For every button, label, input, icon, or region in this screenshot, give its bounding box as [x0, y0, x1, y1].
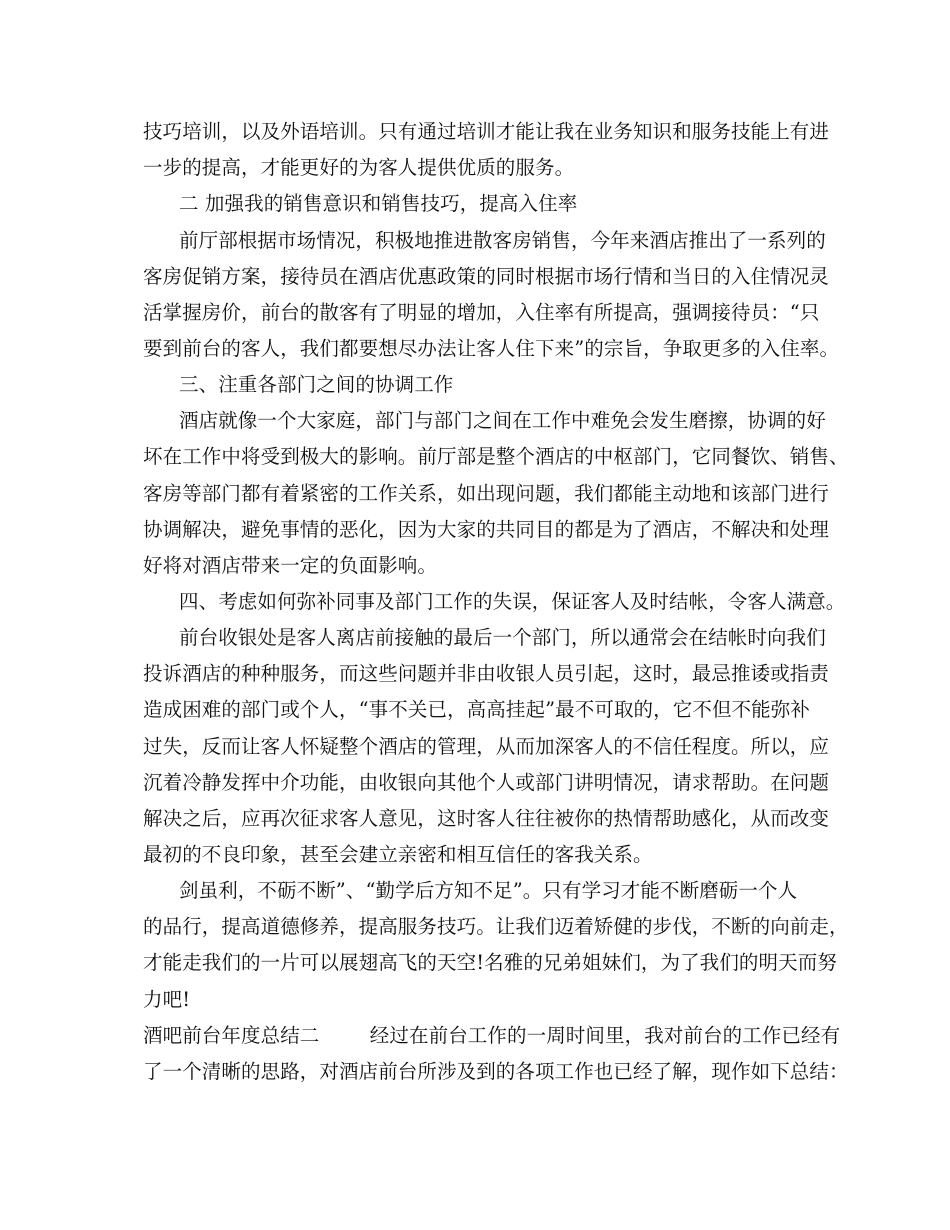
text-line: 活掌握房价，前台的散客有了明显的增加，入住率有所提高，强调接待员：“只 [143, 301, 820, 324]
text-line: 剑虽利，不砺不断”、“勤学后方知不足”。只有学习才能不断磨砺一个人 [179, 879, 798, 902]
text-line: 酒吧前台年度总结二 经过在前台工作的一周时间里，我对前台的工作已经有 [143, 1024, 841, 1047]
text-line: 技巧培训，以及外语培训。只有通过培训才能让我在业务知识和服务技能上有进 [143, 120, 830, 143]
section-heading: 四、考虑如何弥补同事及部门工作的失误，保证客人及时结帐，令客人满意。 [179, 590, 846, 613]
text-line: 了一个清晰的思路，对酒店前台所涉及到的各项工作也已经了解，现作如下总结： [143, 1060, 849, 1083]
text-line: 力吧! [143, 988, 191, 1011]
text-line: 才能走我们的一片可以展翅高飞的天空!名雅的兄弟姐妹们，为了我们的明天而努 [143, 951, 837, 974]
text-line: 沉着冷静发挥中介功能，由收银向其他个人或部门讲明情况，请求帮助。在问题 [143, 771, 830, 794]
text-line: 过失，反而让客人怀疑整个酒店的管理，从而加深客人的不信任程度。所以，应 [143, 735, 830, 758]
section-heading: 二 加强我的销售意识和销售技巧，提高入住率 [179, 192, 578, 215]
text-line: 投诉酒店的种种服务，而这些问题并非由收银人员引起，这时，最忌推诿或指责 [143, 662, 830, 685]
text-line: 一步的提高，才能更好的为客人提供优质的服务。 [143, 156, 575, 179]
text-line: 客房等部门都有着紧密的工作关系，如出现问题，我们都能主动地和该部门进行 [143, 482, 830, 505]
text-line: 协调解决，避免事情的恶化，因为大家的共同目的都是为了酒店，不解决和处理 [143, 518, 830, 541]
text-line: 的品行，提高道德修养，提高服务技巧。让我们迈着矫健的步伐，不断的向前走， [143, 915, 849, 938]
text-line: 最初的不良印象，甚至会建立亲密和相互信任的客我关系。 [143, 843, 653, 866]
text-line: 造成困难的部门或个人，“事不关已，高高挂起”最不可取的，它不但不能弥补 [143, 698, 810, 721]
text-line: 前台收银处是客人离店前接触的最后一个部门，所以通常会在结帐时向我们 [179, 626, 826, 649]
text-line: 客房促销方案，接待员在酒店优惠政策的同时根据市场行情和当日的入住情况灵 [143, 265, 830, 288]
text-line: 解决之后，应再次征求客人意见，这时客人往往被你的热情帮助感化，从而改变 [143, 807, 830, 830]
text-line: 前厅部根据市场情况，积极地推进散客房销售，今年来酒店推出了一系列的 [179, 229, 826, 252]
text-line: 坏在工作中将受到极大的影响。前厅部是整个酒店的中枢部门，它同餐饮、销售、 [143, 445, 849, 468]
text-line: 酒店就像一个大家庭，部门与部门之间在工作中难免会发生磨擦，协调的好 [179, 409, 826, 432]
text-line: 要到前台的客人，我们都要想尽办法让客人住下来”的宗旨，争取更多的入住率。 [143, 337, 840, 360]
text-line: 好将对酒店带来一定的负面影响。 [143, 554, 438, 577]
section-heading: 三、注重各部门之间的协调工作 [179, 373, 454, 396]
